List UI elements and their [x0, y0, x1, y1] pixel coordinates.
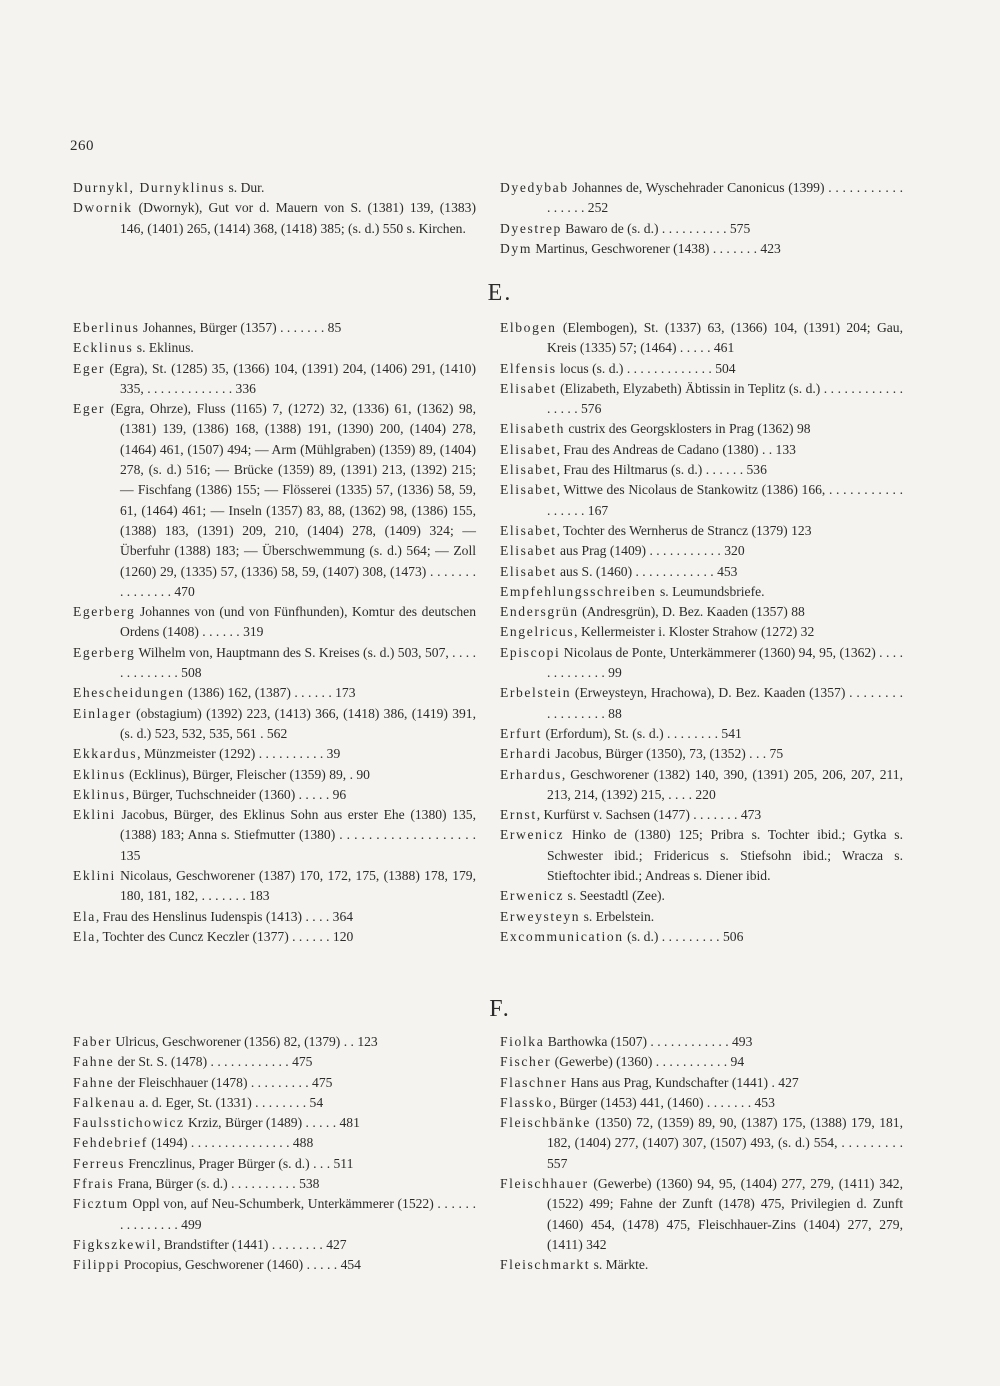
index-entry: Erbelstein (Erweysteyn, Hrachowa), D. Bez. Kaaden (1357) . . . . . . . . . . . . . . . . . 88 — [500, 685, 903, 721]
left-column — [73, 1032, 476, 1276]
index-entry: Eklini Jacobus, Bürger, des Eklinus Sohn aus erster Ehe (1380) 135, (1388) 183; Anna s. Stiefmutter (1380) . . . . . . . . . . . . . . . . . . . 135 — [73, 807, 476, 863]
index-entry: Episcopi Nicolaus de Ponte, Unterkämmerer (1360) 94, 95, (1362) . . . . . . . . . . . . . 99 — [500, 644, 903, 681]
index-entry: Fischer (Gewerbe) (1360) . . . . . . . . . . . 94 — [500, 1054, 745, 1070]
index-entry: Fahne der St. S. (1478) . . . . . . . . . . . . 475 — [73, 1054, 313, 1070]
index-entry: Ernst, Kurfürst v. Sachsen (1477) . . . . . . . 473 — [500, 807, 762, 823]
index-entry: Eger (Egra, Ohrze), Fluss (1165) 7, (1272) 32, (1336) 61, (1362) 98, (1381) 139, (1386) 168, (1388) 191, (1390) 200, (1404) 278, (1464) 461, (1507) 494; — Arm (Mühlgraben) (1359) 89, (1404) 278, (s. d.) 516; — Brücke (1359) 89, (1391) 213, (1392) 215; — Fischfang (1386) 155; — Flösserei (1335) 57, (1336) 58, 59, 61, (1464) 461; — Inseln (1357) 83, 88, (1362) 98, (1386) 155, (1388) 183, (1391) 209, 210, (1404) 278, (1409) 324; — Überfuhr (1388) 183; — Überschwemmung (s. d.) 564; — Zoll (1260) 29, (1335) 57, (1336) 58, 59, (1407) 308, (1473) . . . . . . . . . . . . . . . 470 — [73, 401, 476, 599]
index-entry: Eklinus (Ecklinus), Bürger, Fleischer (1359) 89, . 90 — [73, 766, 370, 782]
index-entry: Figkszkewil, Brandstifter (1441) . . . . . . . . 427 — [73, 1236, 347, 1252]
index-entry: Elisabet aus Prag (1409) . . . . . . . . . . . 320 — [500, 543, 745, 559]
page-number: 260 — [70, 138, 94, 154]
index-entry: Erfurt (Erfordum), St. (s. d.) . . . . . . . . 541 — [500, 725, 742, 741]
index-entry: Elfensis locus (s. d.) . . . . . . . . . . . . . 504 — [500, 360, 736, 376]
index-entry: Dyedybab Johannes de, Wyschehrader Canonicus (1399) . . . . . . . . . . . . . . . . . 252 — [500, 180, 903, 216]
index-entry: Elisabet, Frau des Andreas de Cadano (1380) . . 133 — [500, 441, 796, 457]
section-f-columns — [73, 1032, 903, 1276]
index-entry: Elbogen (Elembogen), St. (1337) 63, (1366) 104, (1391) 204; Gau, Kreis (1335) 57; (1464) . . . . . 461 — [500, 320, 903, 356]
section-e-columns — [73, 318, 903, 947]
index-entry: Einlager (obstagium) (1392) 223, (1413) 366, (1418) 386, (1419) 391, (s. d.) 523, 532, 535, 561 . 562 — [73, 705, 476, 741]
index-entry: Excommunication (s. d.) . . . . . . . . . 506 — [500, 928, 744, 944]
index-entry: Eklinus, Bürger, Tuchschneider (1360) . . . . . 96 — [73, 786, 347, 802]
index-entry: Falkenau a. d. Eger, St. (1331) . . . . . . . . 54 — [73, 1094, 324, 1110]
index-entry: Dyestrep Bawaro de (s. d.) . . . . . . . . . . 575 — [500, 220, 751, 236]
index-entry: Durnykl, Durnyklinus s. Dur. — [73, 180, 265, 195]
index-entry: Erwenicz Hinko de (1380) 125; Pribra s. Tochter ibid.; Gytka s. Schwester ibid.; Fridericus s. Stiefsohn ibid.; Wracza s. Stieftochter ibid.; Andreas s. Diener ibid. — [500, 827, 903, 884]
index-entry: Fleischbänke (1350) 72, (1359) 89, 90, (1387) 175, (1388) 179, 181, 182, (1404) 277, (1407) 307, (1507) 493, (s. d.) 554, . . . . . . . . . 557 — [500, 1115, 903, 1171]
right-column — [500, 1032, 903, 1276]
index-entry: Elisabet, Tochter des Wernherus de Strancz (1379) 123 — [500, 522, 812, 538]
index-entry: Ficztum Oppl von, auf Neu-Schumberk, Unterkämmerer (1522) . . . . . . . . . . . . . . . 499 — [73, 1196, 476, 1232]
index-entry: Fleischmarkt s. Märkte. — [500, 1257, 649, 1273]
index-entry: Flassko, Bürger (1453) 441, (1460) . . . . . . . 453 — [500, 1094, 775, 1110]
index-entry: Fleischhauer (Gewerbe) (1360) 94, 95, (1404) 277, 279, (1411) 342, (1522) 499; Fahne der Zunft (1478) 475, Privilegien d. Zunft (1460) 454, (1478) 475, Fleischhauer-Zins (1404) 277, 279, (1411) 342 — [500, 1176, 903, 1252]
right-column — [500, 178, 903, 259]
index-entry: Engelricus, Kellermeister i. Kloster Strahow (1272) 32 — [500, 624, 815, 640]
right-column — [500, 318, 903, 947]
index-entry: Empfehlungsschreiben s. Leumundsbriefe. — [500, 583, 765, 599]
index-entry: Ffrais Frana, Bürger (s. d.) . . . . . . . . . . 538 — [73, 1176, 320, 1192]
index-entry: Ehescheidungen (1386) 162, (1387) . . . . . . 173 — [73, 685, 356, 701]
index-entry: Faulsstichowicz Krziz, Bürger (1489) . . . . . 481 — [73, 1115, 360, 1131]
index-entry: Elisabet, Frau des Hiltmarus (s. d.) . . . . . . 536 — [500, 462, 767, 478]
index-entry: Fehdebrief (1494) . . . . . . . . . . . . . . . 488 — [73, 1135, 314, 1151]
index-entry: Dwornik (Dwornyk), Gut vor d. Mauern von S. (1381) 139, (1383) 146, (1401) 265, (1414) 368, (1418) 385; (s. d.) 550 s. Kirchen. — [73, 200, 476, 236]
index-entry: Erweysteyn s. Erbelstein. — [500, 908, 655, 924]
index-entry: Egerberg Johannes von (und von Fünfhunden), Komtur des deutschen Ordens (1408) . . . . . . 319 — [73, 604, 476, 640]
index-entry: Ekkardus, Münzmeister (1292) . . . . . . . . . . 39 — [73, 746, 341, 762]
index-entry: Egerberg Wilhelm von, Hauptmann des S. Kreises (s. d.) 503, 507, . . . . . . . . . . . . . 508 — [73, 644, 476, 681]
index-entry: Elisabet (Elizabeth, Elyzabeth) Äbtissin in Teplitz (s. d.) . . . . . . . . . . . . . . . . . 576 — [500, 380, 903, 417]
index-entry: Endersgrün (Andresgrün), D. Bez. Kaaden (1357) 88 — [500, 604, 805, 620]
left-column — [73, 318, 476, 947]
index-entry: Elisabeth custrix des Georgsklosters in Prag (1362) 98 — [500, 421, 811, 437]
letter-heading-f: F. — [489, 996, 511, 1022]
index-entry: Fiolka Barthowka (1507) . . . . . . . . . . . . 493 — [500, 1034, 753, 1049]
index-entry: Filippi Procopius, Geschworener (1460) . . . . . 454 — [73, 1257, 361, 1273]
index-entry: Erhardus, Geschworener (1382) 140, 390, (1391) 205, 206, 207, 211, 213, 214, (1392) 215, . . . . 220 — [500, 766, 903, 802]
index-entry: Ela, Tochter des Cuncz Keczler (1377) . . . . . . 120 — [73, 928, 354, 944]
section-d-columns — [73, 178, 903, 259]
index-entry: Ela, Frau des Henslinus Iudenspis (1413) . . . . 364 — [73, 908, 354, 924]
index-entry: Eberlinus Johannes, Bürger (1357) . . . . . . . 85 — [73, 320, 342, 335]
index-entry: Erwenicz s. Seestadtl (Zee). — [500, 888, 665, 904]
index-entry: Ferreus Frenczlinus, Prager Bürger (s. d.) . . . 511 — [73, 1155, 354, 1171]
index-entry: Erhardi Jacobus, Bürger (1350), 73, (1352) . . . 75 — [500, 746, 784, 762]
index-entry: Faber Ulricus, Geschworener (1356) 82, (1379) . . 123 — [73, 1034, 378, 1049]
index-entry: Elisabet aus S. (1460) . . . . . . . . . . . . 453 — [500, 563, 738, 579]
index-entry: Eklini Nicolaus, Geschworener (1387) 170, 172, 175, (1388) 178, 179, 180, 181, 182, . . . . . . . 183 — [73, 868, 476, 904]
index-entry: Ecklinus s. Eklinus. — [73, 340, 194, 356]
index-entry: Fahne der Fleischhauer (1478) . . . . . . . . . 475 — [73, 1074, 333, 1090]
letter-heading-e: E. — [487, 280, 513, 306]
left-column — [73, 178, 476, 259]
index-entry: Elisabet, Wittwe des Nicolaus de Stankowitz (1386) 166, . . . . . . . . . . . . . . . . . 167 — [500, 482, 903, 518]
index-entry: Flaschner Hans aus Prag, Kundschafter (1441) . 427 — [500, 1074, 799, 1090]
index-entry: Dym Martinus, Geschworener (1438) . . . . . . . 423 — [500, 240, 781, 256]
index-entry: Eger (Egra), St. (1285) 35, (1366) 104, (1391) 204, (1406) 291, (1410) 335, . . . . . . . . . . . . . 336 — [73, 360, 476, 396]
